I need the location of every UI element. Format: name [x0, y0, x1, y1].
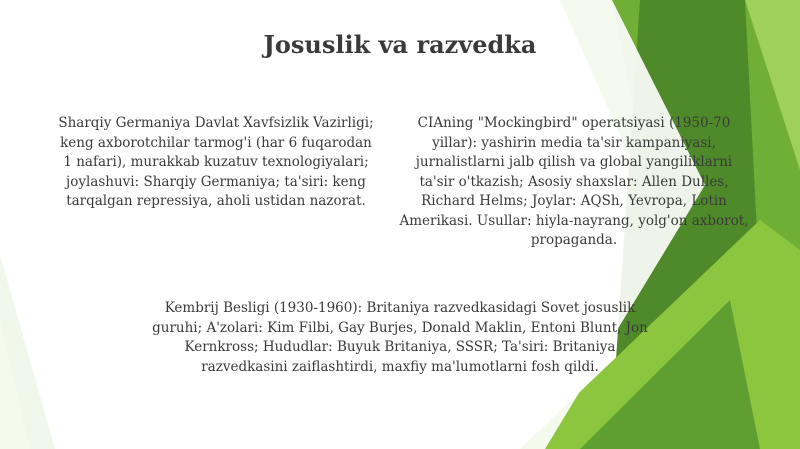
text-block-stasi: Sharqiy Germaniya Davlat Xavfsizlik Vazirligi; keng axborotchilar tarmog'i (har 6 fuqarodan 1 nafari), murakkab kuzatuv texnologiyalari; joylashuvi: Sharqiy Germaniya; ta'siri: keng tarqalgan repressiya, aholi ustidan nazorat. — [58, 115, 374, 209]
text-block-cambridge: Kembrij Besligi (1930-1960): Britaniya razvedkasidagi Sovet josuslik guruhi; A'zolari: Kim Filbi, Gay Burjes, Donald Maklin, Entoni Blunt, Jon Kernkross; Hududlar: Buyuk Britaniya, SSSR; Ta'siri: Britaniya razvedkasini zaiflashtirdi, maxfiy ma'lumotlarni fosh qildi. — [152, 300, 648, 375]
text-block-mockingbird: CIAning "Mockingbird" operatsiyasi (1950-70 yillar): yashirin media ta'sir kampaniyasi, jurnalistlarni jalb qilish va global yangiliklarni ta'sir o'tkazish; Asosiy shaxslar: Allen Dulles, Richard Helms; Joylar: AQSh, Yevropa, Lotin Amerikasi. Usullar: hiyla-nayrang, yolg'on axborot, propaganda. — [399, 115, 749, 248]
slide-title: Josuslik va razvedka — [263, 30, 537, 59]
